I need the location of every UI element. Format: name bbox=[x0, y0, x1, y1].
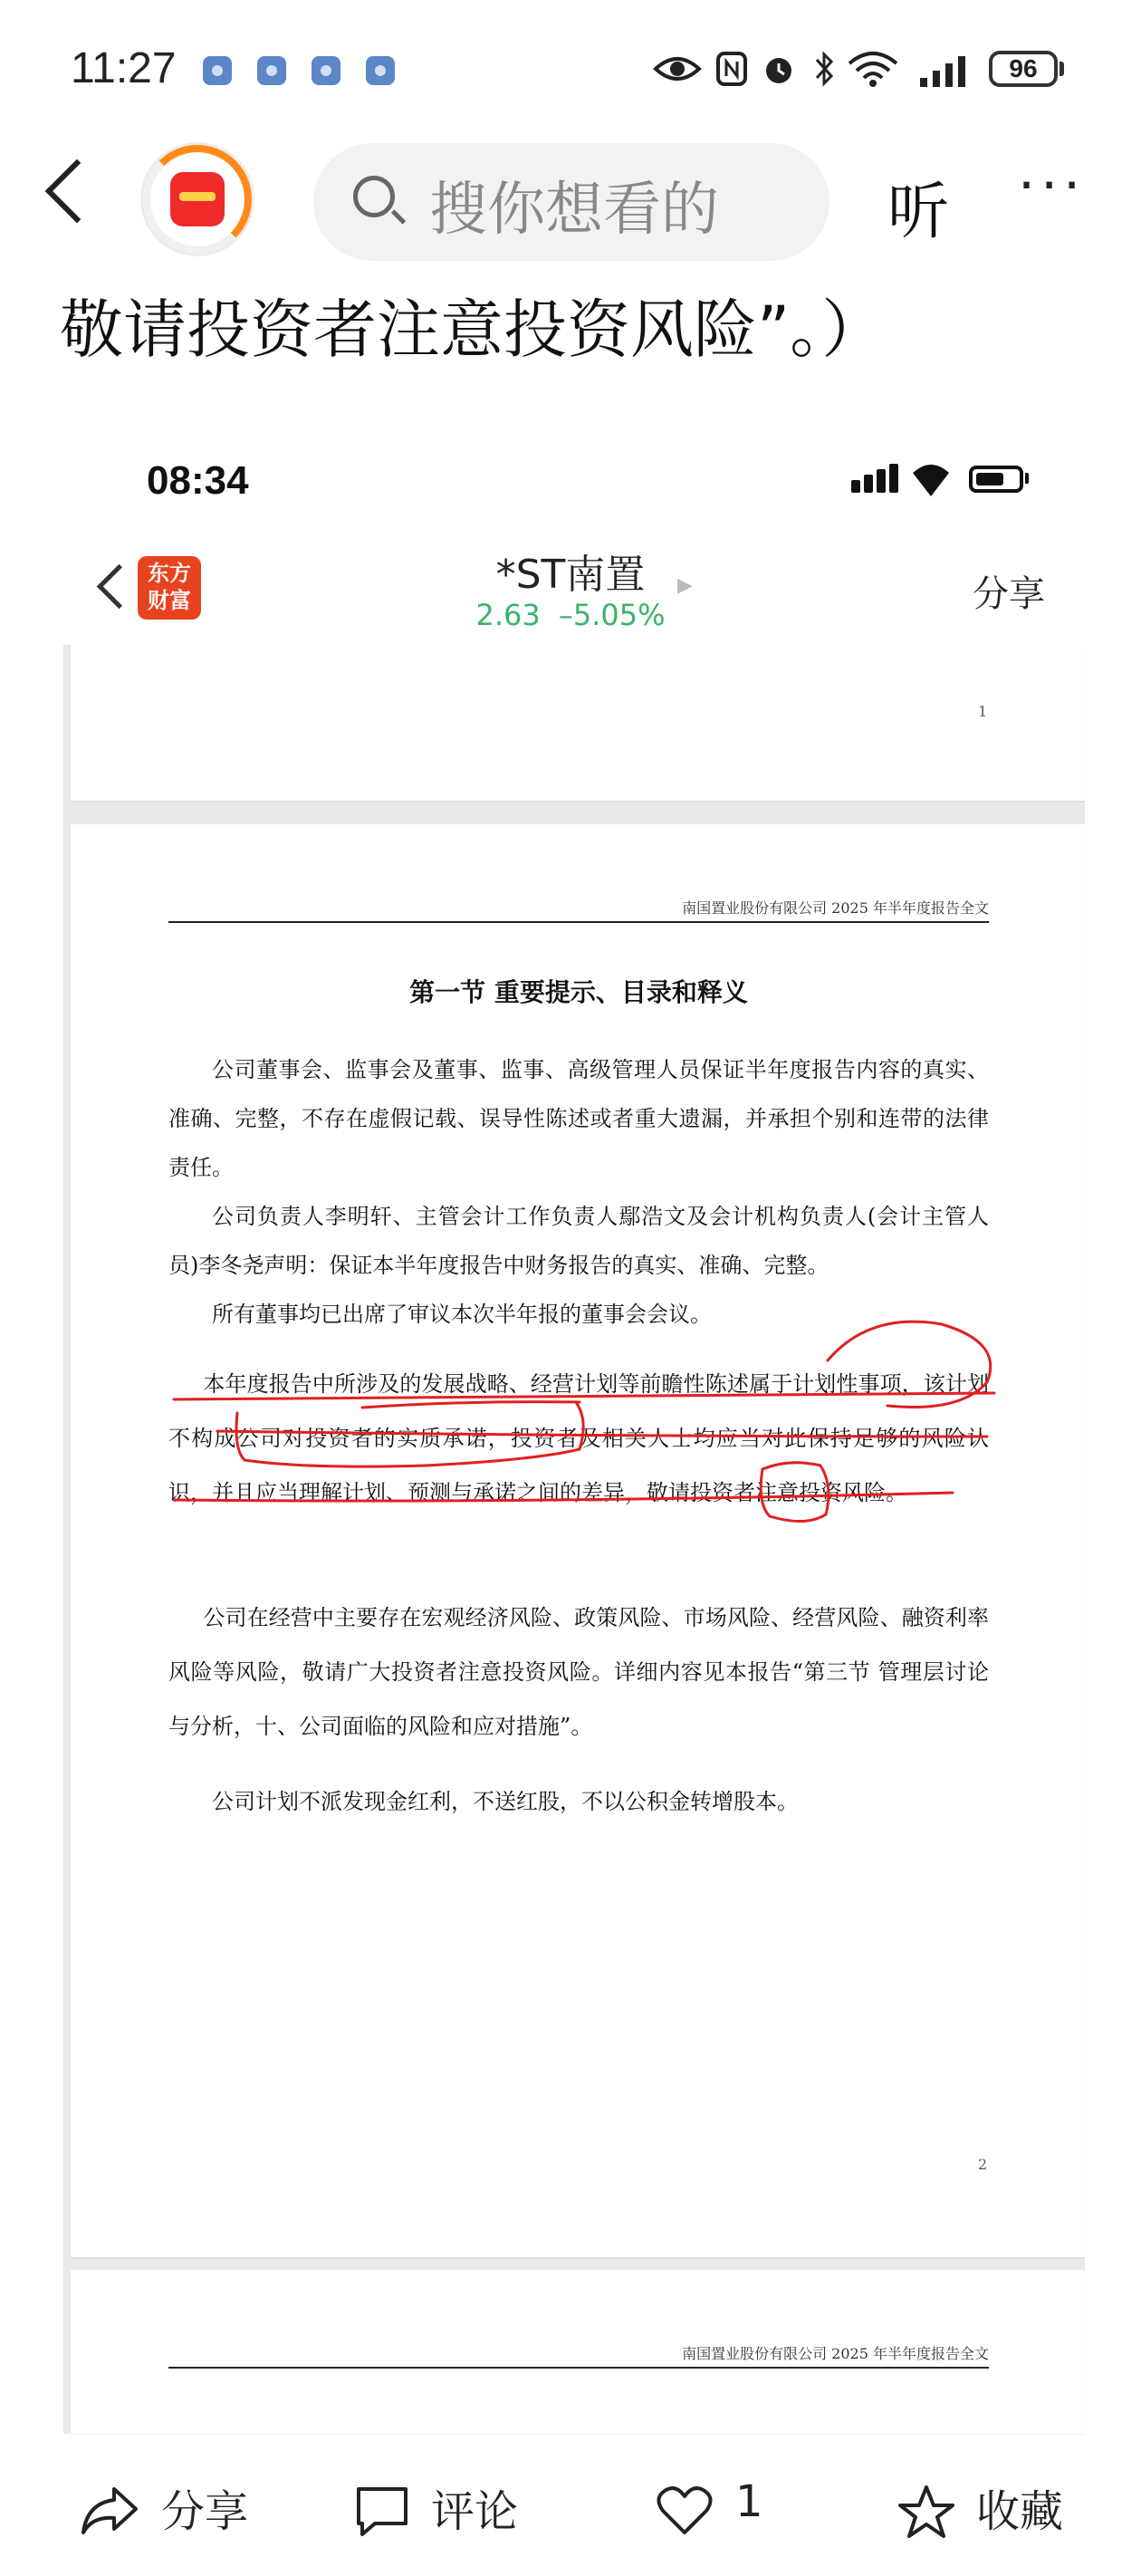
document-paragraph: 本年度报告中所涉及的发展战略、经营计划等前瞻性陈述属于计划性事项，该计划不构成公司对投资者的实质承诺，投资者及相关人士均应当对此保持足够的风险认识，并且应当理解计划、预测与承诺之间的差异，敬请投资者注意投资风险。 bbox=[168, 1371, 989, 1505]
comment-button[interactable]: 评论 bbox=[431, 2486, 519, 2537]
listen-button[interactable]: 听 bbox=[887, 177, 950, 248]
like-count[interactable]: 1 bbox=[735, 2476, 763, 2527]
document-paragraph: 公司在经营中主要存在宏观经济风险、政策风险、市场风险、经营风险、融资利率风险等风险，敬请广大投资者注意投资风险。详细内容见本报告“第三节 管理层讨论与分析，十、公司面临的风险和应对措施”。 bbox=[168, 1605, 989, 1739]
document-paragraph: 公司负责人李明轩、主管会计工作负责人鄢浩文及会计机构负责人(会计主管人员)李冬尧声明：保证本半年度报告中财务报告的真实、准确、完整。 bbox=[168, 1204, 989, 1278]
search-placeholder: 搜你想看的 bbox=[429, 177, 719, 244]
share-button[interactable]: 分享 bbox=[161, 2486, 249, 2537]
star-icon[interactable] bbox=[896, 2484, 956, 2540]
share-icon[interactable] bbox=[78, 2484, 139, 2538]
app-logo: 东方财富 bbox=[138, 556, 201, 620]
heart-icon[interactable] bbox=[656, 2484, 714, 2536]
document-paragraph: 公司董事会、监事会及董事、监事、高级管理人员保证半年度报告内容的真实、准确、完整，不存在虚假记载、误导性陈述或者重大遗漏，并承担个别和连带的法律责任。 bbox=[168, 1057, 989, 1180]
chevron-right-icon: ▶ bbox=[677, 574, 693, 597]
battery-indicator: 96 bbox=[989, 51, 1058, 87]
document-paragraph: 公司计划不派发现金红利，不送红股，不以公积金转增股本。 bbox=[212, 1789, 799, 1814]
page-number: 2 bbox=[978, 2156, 988, 2173]
stock-name: *ST南置 bbox=[495, 552, 646, 598]
status-time: 11:27 bbox=[71, 44, 177, 92]
page-number: 1 bbox=[978, 703, 988, 720]
favorite-button[interactable]: 收藏 bbox=[976, 2486, 1064, 2537]
stock-price: 2.63 bbox=[475, 598, 541, 632]
document-paragraph: 所有董事均已出席了审议本次半年报的董事会会议。 bbox=[212, 1302, 712, 1327]
document-header: 南国置业股份有限公司 2025 年半年度报告全文 bbox=[168, 2342, 989, 2369]
comment-icon[interactable] bbox=[353, 2484, 411, 2538]
stock-change: –5.05% bbox=[558, 598, 666, 632]
more-button[interactable]: ··· bbox=[1018, 154, 1087, 217]
article-text: 敬请投资者注意投资风险”。） bbox=[60, 293, 886, 367]
section-title: 第一节 重要提示、目录和释义 bbox=[409, 977, 748, 1007]
embedded-share-label: 分享 bbox=[973, 573, 1045, 615]
embedded-status-time: 08:34 bbox=[147, 458, 249, 503]
document-header: 南国置业股份有限公司 2025 年半年度报告全文 bbox=[168, 897, 989, 923]
